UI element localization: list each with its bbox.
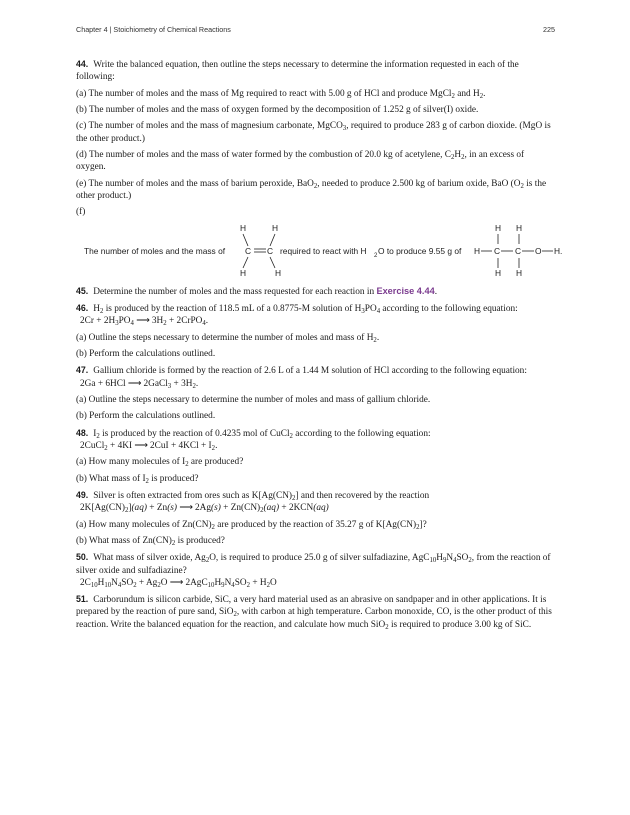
part-d: (d) The number of moles and the mass of water formed by the combustion of 20.0 kg of acetylene, $C_2H_2$, in an excess of oxygen. bbox=[76, 149, 525, 173]
running-header-chapter: Chapter 4 | Stoichiometry of Chemical Reactions bbox=[76, 25, 231, 34]
figure-text-2: required to react with H bbox=[280, 245, 367, 256]
part-a: (a) How many molecules of $Zn(CN)_2$ are produced by the reaction of 35.27 g of $K[Ag(CN)_2]$? bbox=[76, 519, 427, 531]
equation: $2C_{10}H_{10}N_4SO_2 + Ag_2O$ ⟶ $2AgC_{10}H_9N_4SO_2 + H_2O$ bbox=[80, 577, 277, 589]
part-b: (b) What mass of $Zn(CN)_2$ is produced? bbox=[76, 536, 225, 548]
part-a: (a) Outline the steps necessary to determine the number of moles and mass of gallium chloride. bbox=[76, 394, 431, 405]
exercise-list bbox=[76, 58, 563, 635]
exercise-46: 46. $H_2$ is produced by the reaction of 118.5 mL of a 0.8775-M solution of $H_3PO_4$ according to the following equation: $2Cr + 2H_3PO_4$ ⟶ $3H_2$ + 2CrPO$_4$. bbox=[76, 302, 518, 328]
part-c: (c) The number of moles and the mass of magnesium carbonate, MgCO$_3$, required to produce 283 g of carbon dioxide. (MgO is the other product.) bbox=[76, 121, 551, 144]
svg-text:C: C bbox=[267, 245, 274, 256]
part-b: (b) Perform the calculations outlined. bbox=[76, 411, 216, 422]
svg-text:H: H bbox=[275, 267, 282, 278]
svg-text:H: H bbox=[240, 222, 247, 233]
equation: 2CuCl$_2$ + 4KI ⟶ $2CuI + 4KCl + I_2$. bbox=[80, 440, 218, 452]
structure-diagram bbox=[76, 223, 566, 279]
svg-text:H: H bbox=[474, 245, 481, 256]
exercise-text: Write the balanced equation, then outline the steps necessary to determine the information requested in each of the following: bbox=[76, 60, 519, 83]
svg-text:C: C bbox=[245, 245, 252, 256]
part-b: (b) The number of moles and the mass of oxygen formed by the decomposition of 1.252 g of silver(I) oxide. bbox=[76, 104, 479, 115]
ethanol-structure bbox=[474, 223, 562, 278]
structural-formula-figure bbox=[76, 222, 563, 279]
part-b: (b) Perform the calculations outlined. bbox=[76, 348, 216, 359]
exercise-48: 48. $I_2$ is produced by the reaction of 0.4235 mol of CuCl$_2$ according to the following equation: 2CuCl$_2$ + 4KI ⟶ $2CuI + 4KCl + I_2$. bbox=[76, 427, 431, 452]
figure-text-1: The number of moles and the mass of bbox=[84, 245, 226, 256]
equation: $2K[Ag(CN)_2](aq) + Zn(s)$ ⟶ $2Ag(s) + Zn(CN)_2(aq) + 2KCN(aq)$ bbox=[80, 503, 329, 515]
svg-text:H: H bbox=[516, 222, 523, 233]
exercise-link[interactable]: Exercise 4.44 bbox=[376, 285, 435, 296]
exercise-45: 45. Determine the number of moles and the mass requested for each reaction in Exercise 4.44. bbox=[76, 285, 438, 297]
svg-text:H: H bbox=[495, 222, 502, 233]
svg-text:C: C bbox=[515, 245, 522, 256]
exercise-47: 47. Gallium chloride is formed by the reaction of 2.6 L of a 1.44 M solution of HCl according to the following equation: 2Ga + 6HCl ⟶ 2GaCl$_3$ + $3H_2$. bbox=[76, 365, 527, 390]
exercise-51: 51. Carborundum is silicon carbide, SiC, a very hard material used as an abrasive on sandpaper and in other applications. It is prepared by the reaction of pure sand, SiO$_2$, with carbon at high temperature. Carbon monoxide, CO, is the other product of this reaction. Write the balanced equation for the reaction, and calculate how much SiO$_2$ is required to produce 3.00 kg of SiC. bbox=[76, 594, 552, 631]
svg-text:C: C bbox=[494, 245, 501, 256]
exercise-44 bbox=[76, 58, 556, 83]
svg-text:H: H bbox=[240, 267, 247, 278]
part-a: (a) How many molecules of $I_2$ are produced? bbox=[76, 457, 244, 469]
equation: 2Ga + 6HCl ⟶ 2GaCl$_3$ + $3H_2$. bbox=[80, 378, 199, 390]
svg-text:H: H bbox=[495, 267, 502, 278]
part-e: (e) The number of moles and the mass of barium peroxide, BaO$_2$, needed to produce 2.500 kg of barium oxide, BaO ($O_2$ is the other product.) bbox=[76, 178, 547, 201]
svg-text:H: H bbox=[516, 267, 523, 278]
svg-text:2: 2 bbox=[374, 252, 378, 259]
svg-text:O: O bbox=[535, 245, 542, 256]
equation: $2Cr + 2H_3PO_4$ ⟶ $3H_2$ + 2CrPO$_4$. bbox=[80, 316, 209, 328]
exercise-49: 49. Silver is often extracted from ores such as $K[Ag(CN)_2]$ and then recovered by the reaction $2K[Ag(CN)_2](aq) + Zn(s)$ ⟶ $2Ag(s) + Zn(CN)_2(aq) + 2KCN(aq)$ bbox=[76, 490, 430, 515]
exercise-50: 50. What mass of silver oxide, $Ag_2O$, is required to produce 25.0 g of silver sulfadiazine, $AgC_{10}H_9N_4SO_2$, from the reaction of silver oxide and sulfadiazine? $2C_{10}H_{10}N_4SO_2 + Ag_2O$ ⟶ $2AgC_{10}H_9N_4SO_2 + H_2O$ bbox=[76, 552, 551, 589]
part-b: (b) What mass of $I_2$ is produced? bbox=[76, 473, 199, 485]
figure-text-3: O to produce 9.55 g of bbox=[378, 245, 462, 256]
part-a: (a) Outline the steps necessary to determine the number of moles and mass of $H_2$. bbox=[76, 332, 380, 344]
part-f: (f) bbox=[76, 207, 86, 218]
svg-text:H: H bbox=[272, 222, 279, 233]
ethylene-structure bbox=[240, 223, 281, 278]
svg-text:H.: H. bbox=[554, 245, 563, 256]
page-number: 225 bbox=[543, 25, 555, 34]
part-a: (a) The number of moles and the mass of Mg required to react with 5.00 g of HCl and produce MgCl$_2$ and $H_2$. bbox=[76, 88, 486, 100]
exercise-number: 44. bbox=[76, 59, 89, 69]
